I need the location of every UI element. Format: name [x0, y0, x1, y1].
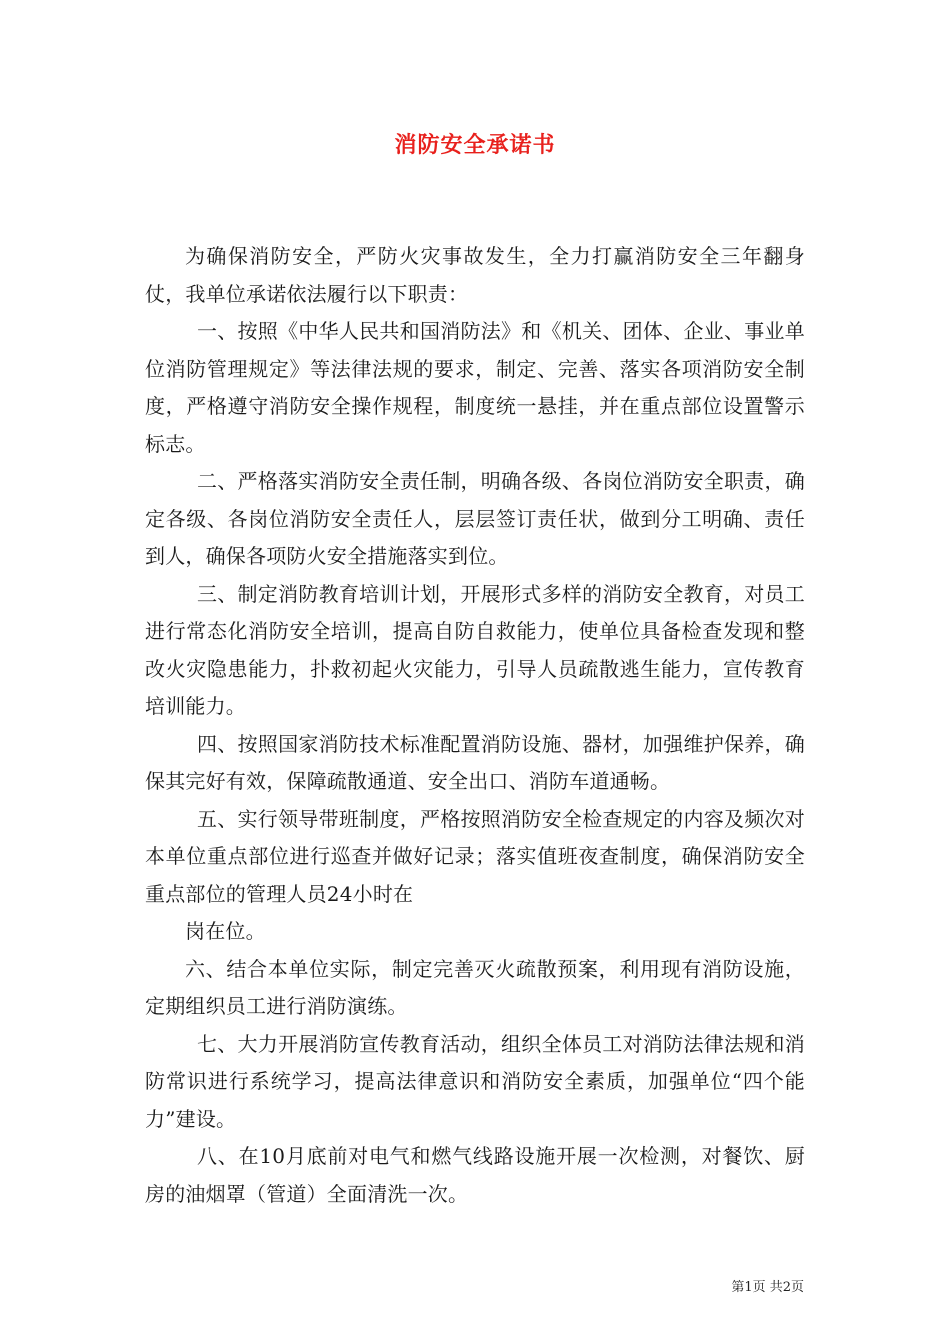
paragraph-5-continuation: 岗在位。 — [185, 919, 266, 943]
paragraph-1: 一、按照《中华人民共和国消防法》和《机关、团体、企业、事业单位消防管理规定》等法律法规的要求，制定、完善、落实各项消防安全制度，严格遵守消防安全操作规程，制度统一悬挂，并在重点部位设置警示标志。 — [145, 319, 805, 456]
paragraph-8: 八、在10月底前对电气和燃气线路设施开展一次检测，对餐饮、厨房的油烟罩（管道）全面清洗一次。 — [145, 1144, 805, 1206]
intro-paragraph: 为确保消防安全，严防火灾事故发生，全力打赢消防安全三年翻身仗，我单位承诺依法履行以下职责： — [145, 244, 805, 306]
paragraph-2: 二、严格落实消防安全责任制，明确各级、各岗位消防安全职责，确定各级、各岗位消防安全责任人，层层签订责任状，做到分工明确、责任到人，确保各项防火安全措施落实到位。 — [145, 469, 805, 568]
document-title: 消防安全承诺书 — [394, 132, 556, 158]
page-number-footer: 第1页 共2页 — [731, 1280, 804, 1295]
paragraph-4: 四、按照国家消防技术标准配置消防设施、器材，加强维护保养，确保其完好有效，保障疏散通道、安全出口、消防车道通畅。 — [145, 731, 805, 793]
document-body — [145, 238, 805, 1213]
paragraph-7: 七、大力开展消防宣传教育活动，组织全体员工对消防法律法规和消防常识进行系统学习，提高法律意识和消防安全素质，加强单位“四个能力”建设。 — [145, 1031, 805, 1131]
paragraph-3: 三、制定消防教育培训计划，开展形式多样的消防安全教育，对员工进行常态化消防安全培训，提高自防自救能力，使单位具备检查发现和整改火灾隐患能力，扑救初起火灾能力，引导人员疏散逃生能力，宣传教育培训能力。 — [145, 581, 805, 718]
paragraph-5: 五、实行领导带班制度，严格按照消防安全检查规定的内容及频次对本单位重点部位进行巡查并做好记录；落实值班夜查制度，确保消防安全重点部位的管理人员24小时在 — [145, 806, 805, 906]
paragraph-6: 六、结合本单位实际，制定完善灭火疏散预案，利用现有消防设施，定期组织员工进行消防演练。 — [145, 956, 805, 1018]
